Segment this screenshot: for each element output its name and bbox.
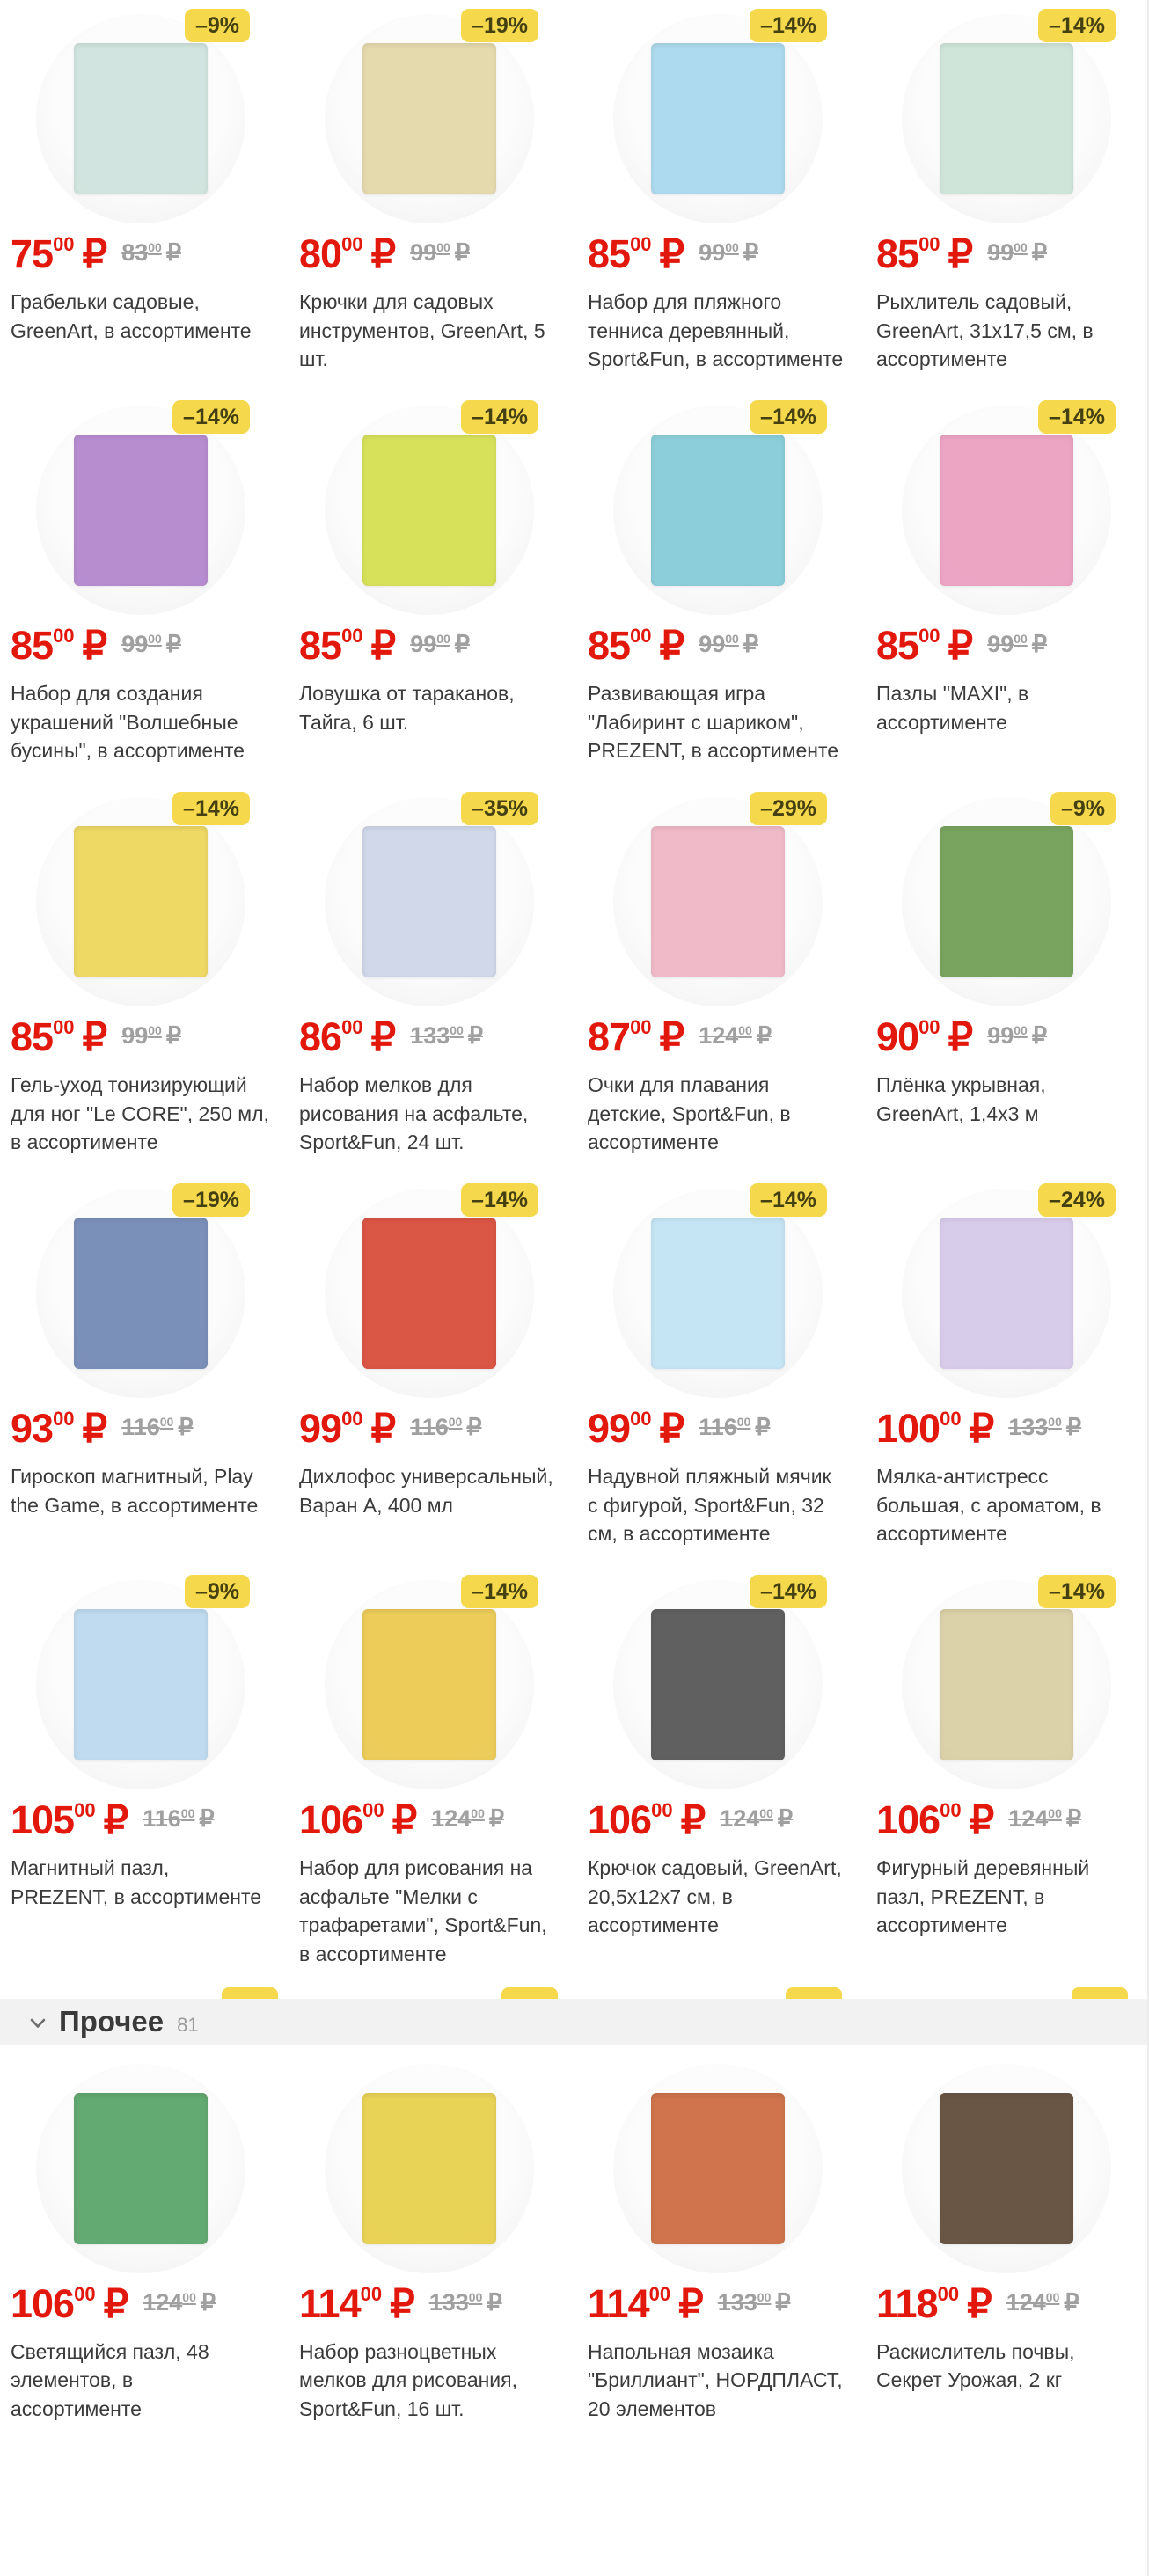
- old-price: $133^{00}$ ₽: [428, 2288, 502, 2316]
- product-title[interactable]: Гироскоп магнитный, Play the Game, в ассортименте: [11, 1464, 259, 1517]
- ruble-sign: ₽: [755, 1413, 771, 1440]
- product-card[interactable]: [875, 392, 1138, 783]
- product-grid-misc: [0, 2050, 1147, 2441]
- product-photo-placeholder: [74, 2093, 208, 2244]
- product-image[interactable]: [902, 1580, 1111, 1789]
- discount-badge: –9%: [185, 9, 250, 42]
- discount-badge: –24%: [1038, 1183, 1116, 1217]
- product-card[interactable]: [586, 783, 850, 1175]
- product-title[interactable]: Крючок садовый, GreenArt, 20,5х12х7 см, в ассортименте: [588, 1855, 842, 1937]
- product-photo-placeholder: [362, 43, 496, 194]
- old-price: $99^{00}$ ₽: [699, 630, 758, 657]
- current-price: $114^{00}$ ₽: [299, 2280, 414, 2326]
- current-price: $99^{00}$ ₽: [299, 1405, 396, 1451]
- ruble-sign: ₽: [82, 1405, 107, 1451]
- product-photo-placeholder: [940, 826, 1073, 977]
- product-photo-placeholder: [362, 1609, 496, 1760]
- ruble-sign: ₽: [200, 2288, 216, 2316]
- product-image[interactable]: [613, 797, 823, 1006]
- product-image[interactable]: [902, 14, 1111, 223]
- product-title[interactable]: Рыхлитель садовый, GreenArt, 31х17,5 см, в ассортименте: [876, 290, 1094, 371]
- product-title[interactable]: Очки для плавания детские, Sport&Fun, в ассортименте: [588, 1072, 791, 1154]
- current-price: $85^{00}$ ₽: [588, 622, 684, 668]
- product-title[interactable]: Грабельки садовые, GreenArt, в ассортименте: [11, 290, 252, 342]
- discount-badge: –14%: [1038, 400, 1116, 434]
- price-row: [299, 1405, 560, 1451]
- product-card[interactable]: [297, 1175, 561, 1566]
- ruble-sign: ₽: [680, 1797, 706, 1842]
- price-row: [299, 231, 560, 276]
- current-price: $106^{00}$ ₽: [11, 2280, 128, 2326]
- current-price: $106^{00}$ ₽: [299, 1797, 417, 1842]
- product-title[interactable]: Набор для пляжного тенниса деревянный, Sport&Fun, в ассортименте: [588, 290, 844, 371]
- product-card[interactable]: [297, 1566, 561, 1987]
- price-row: [299, 2280, 560, 2326]
- price-row: [588, 1014, 848, 1059]
- product-title[interactable]: Ловушка от тараканов, Тайга, 6 шт.: [299, 681, 515, 734]
- old-price: $116^{00}$ ₽: [121, 1413, 194, 1440]
- ruble-sign: ₽: [756, 1021, 772, 1049]
- old-price: $83^{00}$ ₽: [121, 239, 181, 266]
- price-row: [11, 1014, 271, 1059]
- product-title[interactable]: Раскислитель почвы, Секрет Урожая, 2 кг: [876, 2339, 1075, 2392]
- product-title[interactable]: Напольная мозаика "Бриллиант", НОРДПЛАСТ, 20 элементов: [588, 2339, 843, 2420]
- old-price: $133^{00}$ ₽: [1008, 1413, 1082, 1440]
- old-price: $124^{00}$ ₽: [1008, 1804, 1082, 1832]
- old-price: $99^{00}$ ₽: [121, 1021, 181, 1049]
- old-price: $116^{00}$ ₽: [410, 1413, 482, 1440]
- section-count: 81: [177, 2013, 199, 2036]
- product-photo-placeholder: [74, 826, 208, 977]
- product-image[interactable]: [325, 406, 534, 615]
- current-price: $118^{00}$ ₽: [876, 2280, 992, 2326]
- section-title: Прочее: [59, 2004, 165, 2038]
- price-row: [876, 2280, 1137, 2326]
- ruble-sign: ₽: [775, 2288, 791, 2316]
- ruble-sign: ₽: [659, 1405, 684, 1451]
- product-image[interactable]: [36, 1580, 245, 1789]
- product-card[interactable]: [586, 1566, 850, 1987]
- current-price: $75^{00}$ ₽: [11, 231, 107, 276]
- price-row: [876, 622, 1137, 668]
- product-image[interactable]: [613, 2064, 823, 2273]
- product-photo-placeholder: [362, 826, 496, 977]
- current-price: $80^{00}$ ₽: [299, 231, 396, 276]
- ruble-sign: ₽: [743, 239, 758, 266]
- price-row: [299, 622, 560, 668]
- discount-badge: –9%: [185, 1575, 250, 1608]
- ruble-sign: ₽: [659, 231, 684, 276]
- price-row: [876, 231, 1137, 276]
- product-image[interactable]: [613, 1189, 823, 1398]
- product-photo-placeholder: [940, 1218, 1073, 1369]
- product-card[interactable]: [9, 1175, 273, 1566]
- product-photo-placeholder: [362, 2093, 496, 2244]
- product-card[interactable]: [9, 783, 273, 1175]
- product-title[interactable]: Пазлы "MAXI", в ассортименте: [876, 681, 1029, 734]
- product-image[interactable]: [902, 406, 1111, 615]
- product-image[interactable]: [902, 797, 1111, 1006]
- current-price: $106^{00}$ ₽: [876, 1797, 994, 1842]
- current-price: $106^{00}$ ₽: [588, 1797, 706, 1842]
- clipped-discount-badge: [1072, 1987, 1128, 1999]
- product-title[interactable]: Набор для рисования на асфальте "Мелки с трафаретами", Sport&Fun, в ассортименте: [299, 1855, 547, 1965]
- clipped-badges-row: [0, 1987, 1147, 1999]
- ruble-sign: ₽: [370, 622, 396, 668]
- product-image[interactable]: [325, 797, 534, 1006]
- product-title[interactable]: Развивающая игра "Лабиринт с шариком", PREZENT, в ассортименте: [588, 681, 839, 763]
- ruble-sign: ₽: [454, 239, 470, 266]
- current-price: $85^{00}$ ₽: [588, 231, 684, 276]
- ruble-sign: ₽: [1031, 1021, 1047, 1049]
- product-image[interactable]: [36, 797, 245, 1006]
- price-row: [876, 1014, 1137, 1059]
- product-photo-placeholder: [940, 435, 1073, 586]
- ruble-sign: ₽: [967, 2280, 992, 2326]
- discount-badge: –14%: [750, 400, 827, 434]
- old-price: $99^{00}$ ₽: [410, 239, 470, 266]
- ruble-sign: ₽: [659, 622, 684, 668]
- current-price: $100^{00}$ ₽: [876, 1405, 994, 1451]
- discount-badge: –14%: [1038, 1575, 1116, 1608]
- product-image[interactable]: [325, 1189, 534, 1398]
- product-photo-placeholder: [940, 2093, 1073, 2244]
- product-image[interactable]: [613, 14, 823, 223]
- product-card[interactable]: [875, 2050, 1138, 2441]
- product-card[interactable]: [297, 783, 561, 1175]
- old-price: $99^{00}$ ₽: [699, 239, 758, 266]
- price-row: [588, 231, 848, 276]
- product-card[interactable]: [9, 2050, 273, 2441]
- discount-badge: –14%: [750, 1183, 827, 1217]
- price-row: [588, 1405, 848, 1451]
- ruble-sign: ₽: [659, 1014, 684, 1059]
- discount-badge: –14%: [461, 1575, 538, 1608]
- product-photo-placeholder: [74, 1218, 208, 1369]
- old-price: $124^{00}$ ₽: [431, 1804, 505, 1832]
- price-row: [299, 1797, 560, 1842]
- product-card[interactable]: [586, 1175, 850, 1566]
- product-photo-placeholder: [651, 1609, 785, 1760]
- ruble-sign: ₽: [1065, 1804, 1082, 1832]
- clipped-discount-badge: [786, 1987, 842, 1999]
- ruble-sign: ₽: [777, 1804, 794, 1832]
- ruble-sign: ₽: [82, 1014, 107, 1059]
- discount-badge: –14%: [461, 400, 538, 434]
- product-image[interactable]: [36, 14, 245, 223]
- chevron-down-icon[interactable]: [30, 2018, 46, 2029]
- product-image[interactable]: [36, 406, 245, 615]
- product-title[interactable]: Плёнка укрывная, GreenArt, 1,4х3 м: [876, 1072, 1046, 1125]
- product-title[interactable]: Гель-уход тонизирующий для ног "Le CORE", 250 мл, в ассортименте: [11, 1072, 269, 1154]
- old-price: $124^{00}$ ₽: [699, 1021, 772, 1049]
- product-photo-placeholder: [940, 43, 1073, 194]
- discount-badge: –29%: [750, 792, 827, 825]
- clipped-discount-badge: [501, 1987, 558, 1999]
- discount-badge: –14%: [1038, 9, 1116, 42]
- discount-badge: –9%: [1050, 792, 1116, 825]
- product-photo-placeholder: [651, 2093, 785, 2244]
- product-image[interactable]: [613, 1580, 823, 1789]
- product-photo-placeholder: [74, 1609, 208, 1760]
- product-title[interactable]: Набор разноцветных мелков для рисования, Sport&Fun, 16 шт.: [299, 2339, 518, 2420]
- current-price: $93^{00}$ ₽: [11, 1405, 107, 1451]
- product-card[interactable]: [586, 2050, 850, 2441]
- discount-badge: –14%: [172, 400, 250, 434]
- ruble-sign: ₽: [370, 1014, 396, 1059]
- product-title[interactable]: Набор мелков для рисования на асфальте, Sport&Fun, 24 шт.: [299, 1072, 529, 1154]
- current-price: $85^{00}$ ₽: [876, 231, 973, 276]
- ruble-sign: ₽: [103, 1797, 128, 1842]
- ruble-sign: ₽: [1031, 239, 1047, 266]
- product-photo-placeholder: [362, 1218, 496, 1369]
- product-image[interactable]: [613, 406, 823, 615]
- price-row: [588, 622, 848, 668]
- product-card[interactable]: [586, 0, 850, 392]
- product-title[interactable]: Дихлофос универсальный, Варан А, 400 мл: [299, 1464, 553, 1517]
- price-row: [11, 1405, 271, 1451]
- ruble-sign: ₽: [467, 1021, 484, 1049]
- ruble-sign: ₽: [488, 1804, 505, 1832]
- product-photo-placeholder: [940, 1609, 1073, 1760]
- price-row: [11, 622, 271, 668]
- ruble-sign: ₽: [82, 622, 107, 668]
- ruble-sign: ₽: [969, 1797, 994, 1842]
- current-price: $90^{00}$ ₽: [876, 1014, 973, 1059]
- discount-badge: –35%: [461, 792, 538, 825]
- product-card[interactable]: [297, 392, 561, 783]
- product-card[interactable]: [586, 392, 850, 783]
- ruble-sign: ₽: [454, 630, 470, 657]
- current-price: $85^{00}$ ₽: [11, 622, 107, 668]
- product-photo-placeholder: [651, 826, 785, 977]
- ruble-sign: ₽: [370, 1405, 396, 1451]
- old-price: $99^{00}$ ₽: [410, 630, 470, 657]
- product-card[interactable]: [875, 1175, 1138, 1566]
- product-card[interactable]: [9, 1566, 273, 1987]
- clipped-discount-badge: [222, 1987, 278, 1999]
- product-photo-placeholder: [651, 435, 785, 586]
- old-price: $99^{00}$ ₽: [987, 630, 1047, 657]
- current-price: $85^{00}$ ₽: [299, 622, 396, 668]
- product-image[interactable]: [902, 1189, 1111, 1398]
- ruble-sign: ₽: [165, 239, 181, 266]
- product-photo-placeholder: [74, 43, 208, 194]
- current-price: $85^{00}$ ₽: [11, 1014, 107, 1059]
- discount-badge: –14%: [750, 1575, 827, 1608]
- ruble-sign: ₽: [165, 1021, 181, 1049]
- section-misc: [0, 1999, 1147, 2045]
- product-card[interactable]: [9, 392, 273, 783]
- ruble-sign: ₽: [165, 630, 181, 657]
- current-price: $99^{00}$ ₽: [588, 1405, 684, 1451]
- product-title[interactable]: Набор для создания украшений "Волшебные бусины", в ассортименте: [11, 681, 245, 763]
- product-title[interactable]: Надувной пляжный мячик с фигурой, Sport&Fun, 32 см, в ассортименте: [588, 1464, 831, 1546]
- price-row: [11, 1797, 271, 1842]
- discount-badge: –14%: [172, 792, 250, 825]
- old-price: $133^{00}$ ₽: [410, 1021, 484, 1049]
- old-price: $99^{00}$ ₽: [987, 1021, 1047, 1049]
- ruble-sign: ₽: [969, 1405, 994, 1451]
- current-price: $105^{00}$ ₽: [11, 1797, 128, 1842]
- product-photo-placeholder: [651, 43, 785, 194]
- price-row: [876, 1797, 1137, 1842]
- product-image[interactable]: [325, 2064, 534, 2273]
- ruble-sign: ₽: [178, 1413, 194, 1440]
- ruble-sign: ₽: [1065, 1413, 1082, 1440]
- product-image[interactable]: [36, 2064, 245, 2273]
- ruble-sign: ₽: [743, 630, 758, 657]
- product-card[interactable]: [297, 2050, 561, 2441]
- ruble-sign: ₽: [82, 231, 107, 276]
- ruble-sign: ₽: [948, 622, 973, 668]
- current-price: $86^{00}$ ₽: [299, 1014, 396, 1059]
- product-card[interactable]: [875, 783, 1138, 1175]
- old-price: $99^{00}$ ₽: [121, 630, 181, 657]
- current-price: $114^{00}$ ₽: [588, 2280, 703, 2326]
- current-price: $85^{00}$ ₽: [876, 622, 973, 668]
- ruble-sign: ₽: [390, 2280, 414, 2326]
- old-price: $124^{00}$ ₽: [1006, 2288, 1079, 2316]
- product-card[interactable]: [875, 0, 1138, 392]
- product-photo-placeholder: [362, 435, 496, 586]
- ruble-sign: ₽: [1064, 2288, 1079, 2316]
- product-card[interactable]: [9, 0, 273, 392]
- product-image[interactable]: [325, 14, 534, 223]
- product-title[interactable]: Мялка-антистресс большая, с ароматом, в ассортименте: [876, 1464, 1101, 1546]
- ruble-sign: ₽: [948, 1014, 973, 1059]
- product-title[interactable]: Фигурный деревянный пазл, PREZENT, в ассортименте: [876, 1855, 1090, 1937]
- section-header-misc[interactable]: [0, 1999, 1147, 2045]
- ruble-sign: ₽: [370, 231, 396, 276]
- product-photo-placeholder: [651, 1218, 785, 1369]
- price-row: [299, 1014, 560, 1059]
- product-title[interactable]: Крючки для садовых инструментов, GreenArt, 5 шт.: [299, 290, 545, 371]
- product-card[interactable]: [875, 1566, 1138, 1987]
- price-row: [876, 1405, 1137, 1451]
- product-image[interactable]: [902, 2064, 1111, 2273]
- ruble-sign: ₽: [103, 2280, 128, 2326]
- discount-badge: –19%: [461, 9, 538, 42]
- price-row: [11, 2280, 271, 2326]
- product-photo-placeholder: [74, 435, 208, 586]
- product-image[interactable]: [36, 1189, 245, 1398]
- ruble-sign: ₽: [678, 2280, 703, 2326]
- old-price: $124^{00}$ ₽: [143, 2288, 216, 2316]
- ruble-sign: ₽: [948, 231, 973, 276]
- old-price: $116^{00}$ ₽: [699, 1413, 771, 1440]
- old-price: $116^{00}$ ₽: [143, 1804, 215, 1832]
- current-price: $87^{00}$ ₽: [588, 1014, 684, 1059]
- discount-badge: –14%: [461, 1183, 538, 1217]
- product-card[interactable]: [297, 0, 561, 392]
- ruble-sign: ₽: [466, 1413, 482, 1440]
- product-title[interactable]: Магнитный пазл, PREZENT, в ассортименте: [11, 1855, 262, 1908]
- ruble-sign: ₽: [1031, 630, 1047, 657]
- price-row: [588, 1797, 848, 1842]
- product-title[interactable]: Светящийся пазл, 48 элементов, в ассортименте: [11, 2339, 209, 2420]
- discount-badge: –19%: [172, 1183, 250, 1217]
- product-image[interactable]: [325, 1580, 534, 1789]
- old-price: $133^{00}$ ₽: [717, 2288, 791, 2316]
- ruble-sign: ₽: [392, 1797, 417, 1842]
- old-price: $124^{00}$ ₽: [720, 1804, 794, 1832]
- old-price: $99^{00}$ ₽: [987, 239, 1047, 266]
- price-row: [11, 231, 271, 276]
- ruble-sign: ₽: [199, 1804, 215, 1832]
- ruble-sign: ₽: [487, 2288, 502, 2316]
- price-row: [588, 2280, 848, 2326]
- discount-badge: –14%: [750, 9, 827, 42]
